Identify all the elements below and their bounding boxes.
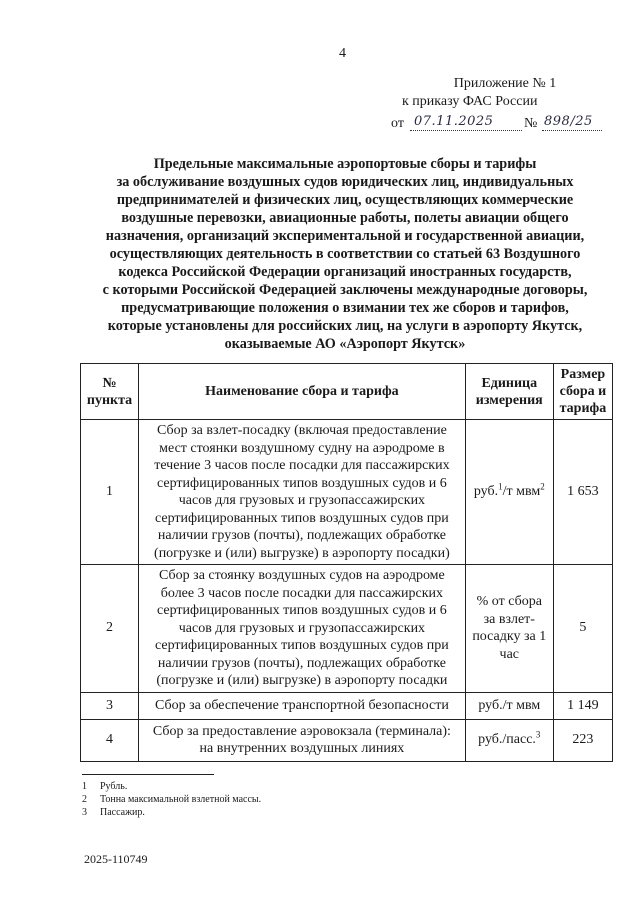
heading-line: за обслуживание воздушных судов юридических лиц, индивидуальных xyxy=(116,174,574,190)
heading-line: воздушные перевозки, авиационные работы, полеты авиации общего xyxy=(121,210,569,226)
document-heading xyxy=(90,155,600,353)
document-code: 2025-110749 xyxy=(84,852,148,866)
table-row xyxy=(81,692,613,719)
date-prefix: от xyxy=(391,116,404,131)
page-number: 4 xyxy=(339,46,346,61)
cell-amount: 223 xyxy=(553,719,612,761)
header-item-number: № пункта xyxy=(81,364,139,420)
number-underline xyxy=(542,130,602,131)
footnote-item: 3 Пассажир. xyxy=(82,807,145,818)
cell-fee-name: Сбор за обеспечение транспортной безопасности xyxy=(139,692,466,719)
handwritten-date: 07.11.2025 xyxy=(414,114,494,129)
heading-line: осуществляющих деятельность в соответствии со статьей 63 Воздушного xyxy=(109,246,581,262)
tariffs-table xyxy=(80,363,613,762)
heading-line: назначения, организаций экспериментальной и государственной авиации, xyxy=(105,228,585,244)
cell-fee-name: Сбор за взлет-посадку (включая предоставление мест стоянки воздушному судну на аэродроме в течение 3 часов после посадки для пассажирских сертифицированных типов воздушных судов и 6 часов для грузовых и грузопассажирских сертифицированных типов воздушных судов при наличии грузов (почты), подлежащих обработке (погрузке и (или) выгрузке) в аэропорту посадки) xyxy=(139,420,466,565)
table-header-row xyxy=(81,364,613,420)
footnote-item: 2 Тонна максимальной взлетной массы. xyxy=(82,794,262,805)
cell-fee-name: Сбор за стоянку воздушных судов на аэродроме более 3 часов после посадки для пассажирских сертифицированных типов воздушных судов и 6 часов для грузовых и грузопассажирских сертифицированных типов воздушных судов при наличии грузов (почты), подлежащих обработке (погрузке и (или) выгрузке) в аэропорту посадки xyxy=(139,565,466,693)
cell-amount: 1 653 xyxy=(553,420,612,565)
footnote-item: 1 Рубль. xyxy=(82,781,128,792)
heading-line: предпринимателей и физических лиц, осуществляющих коммерческие xyxy=(116,192,574,208)
header-fee-name: Наименование сбора и тарифа xyxy=(139,364,466,420)
header-amount: Размер сбора и тарифа xyxy=(553,364,612,420)
cell-unit: руб.$^1$/т мвм$^2$ xyxy=(465,420,553,565)
cell-item-number: 1 xyxy=(81,420,139,565)
heading-line: которые установлены для российских лиц, на услуги в аэропорту Якутск, xyxy=(107,318,583,334)
appendix-title: Приложение № 1 xyxy=(453,76,557,91)
heading-line: кодекса Российской Федерации организаций иностранных государств, xyxy=(118,264,572,280)
cell-unit: руб./пасс.$^3$ xyxy=(465,719,553,761)
cell-unit: руб./т мвм xyxy=(465,692,553,719)
cell-amount: 1 149 xyxy=(553,692,612,719)
table-row xyxy=(81,719,613,761)
heading-line: предусматривающие положения о взимании тех же сборов и тарифов, xyxy=(121,300,569,316)
table-row xyxy=(81,420,613,565)
appendix-block xyxy=(380,75,600,135)
footnotes xyxy=(82,780,261,819)
appendix-order-line: к приказу ФАС России xyxy=(402,94,538,109)
number-prefix: № xyxy=(524,116,538,131)
heading-line: Предельные максимальные аэропортовые сборы и тарифы xyxy=(153,156,537,172)
footnote-divider xyxy=(82,774,214,775)
cell-item-number: 4 xyxy=(81,719,139,761)
cell-amount: 5 xyxy=(553,565,612,693)
header-unit: Единица измерения xyxy=(465,364,553,420)
handwritten-order-number: 898/25 xyxy=(544,114,593,129)
cell-fee-name: Сбор за предоставление аэровокзала (терминала): на внутренних воздушных линиях xyxy=(139,719,466,761)
heading-line: с которыми Российской Федерацией заключены международные договоры, xyxy=(102,282,588,298)
appendix-date-line xyxy=(380,113,600,135)
cell-item-number: 2 xyxy=(81,565,139,693)
heading-line: оказываемые АО «Аэропорт Якутск» xyxy=(224,336,466,352)
table-row xyxy=(81,565,613,693)
cell-item-number: 3 xyxy=(81,692,139,719)
cell-unit: % от сбора за взлет- посадку за 1 час xyxy=(465,565,553,693)
date-underline xyxy=(410,130,522,131)
